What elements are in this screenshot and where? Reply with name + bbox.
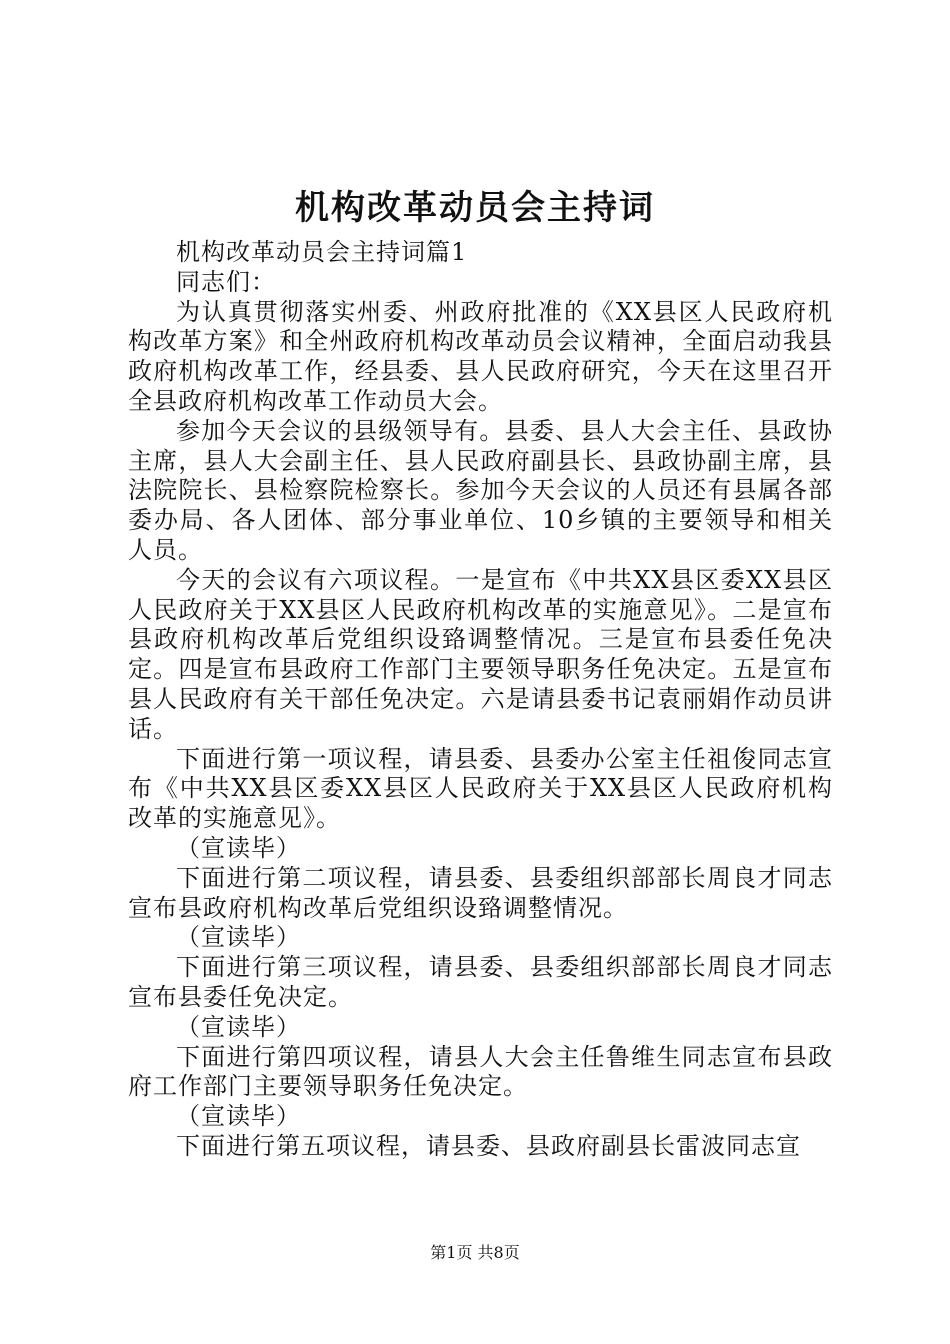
- paragraph: 今天的会议有六项议程。一是宣布《中共XX县区委XX县区人民政府关于XX县区人民政府机构改革的实施意见》。二是宣布县政府机构改革后党组织设臵调整情况。三是宣布县委任免决定。四是宣布县政府工作部门主要领导职务任免决定。五是宣布县人民政府有关干部任免决定。六是请县委书记袁丽娟作动员讲话。: [128, 565, 833, 743]
- paragraph: （宣读毕）: [176, 1102, 301, 1131]
- paragraph: 下面进行第三项议程，请县委、县委组织部部长周良才同志宣布县委任免决定。: [128, 953, 833, 1011]
- page-title: 机构改革动员会主持词: [295, 188, 655, 228]
- page-footer: 第1页 共8页: [430, 1243, 520, 1262]
- paragraph: 参加今天会议的县级领导有。县委、县人大会主任、县政协主席，县人大会副主任、县人民政府副县长、县政协副主席，县法院院长、县检察院检察长。参加今天会议的人员还有县属各部委办局、各人团体、部分事业单位、10乡镇的主要领导和相关人员。: [128, 416, 833, 564]
- paragraph: 下面进行第四项议程，请县人大会主任鲁维生同志宣布县政府工作部门主要领导职务任免决定。: [128, 1042, 833, 1101]
- paragraph: 同志们：: [176, 267, 276, 296]
- paragraph: 机构改革动员会主持词篇1: [176, 238, 468, 266]
- paragraph: 下面进行第二项议程，请县委、县委组织部部长周良才同志宣布县政府机构改革后党组织设臵调整情况。: [128, 863, 833, 922]
- paragraph: （宣读毕）: [176, 833, 301, 862]
- paragraph: 下面进行第一项议程，请县委、县委办公室主任祖俊同志宣布《中共XX县区委XX县区人民政府关于XX县区人民政府机构改革的实施意见》。: [128, 744, 833, 833]
- document-body: [128, 238, 833, 1162]
- paragraph: （宣读毕）: [176, 923, 301, 952]
- paragraph: 为认真贯彻落实州委、州政府批准的《XX县区人民政府机构改革方案》和全州政府机构改革动员会议精神，全面启动我县政府机构改革工作，经县委、县人民政府研究，今天在这里召开全县政府机构改革工作动员大会。: [128, 297, 833, 415]
- paragraph: 下面进行第五项议程，请县委、县政府副县长雷波同志宣: [176, 1131, 801, 1160]
- paragraph: （宣读毕）: [176, 1012, 301, 1041]
